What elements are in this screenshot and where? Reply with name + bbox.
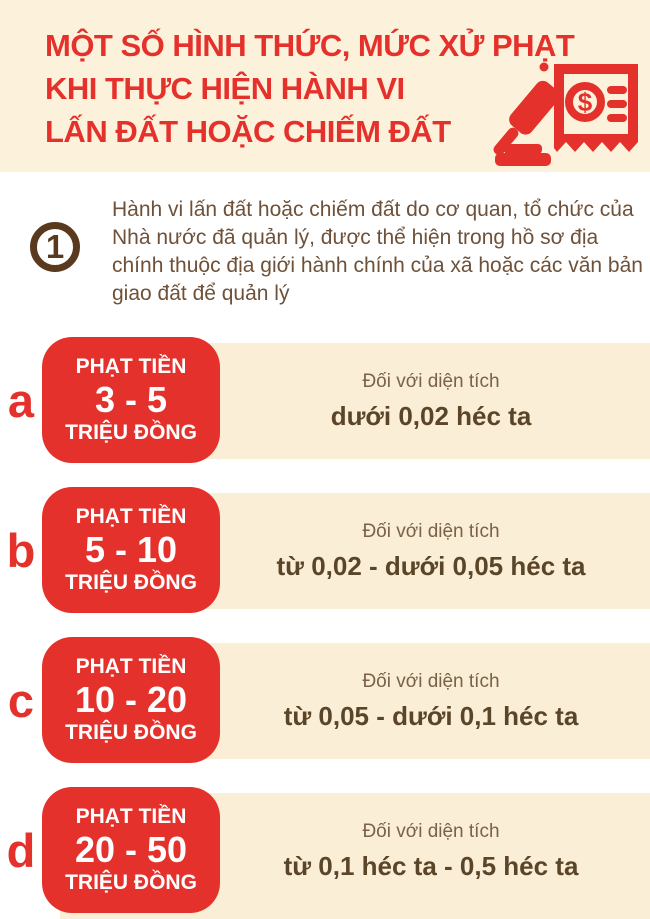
gavel-icon [485, 78, 562, 166]
fine-unit: TRIỆU ĐỒNG [65, 871, 197, 894]
fine-box [42, 487, 220, 613]
dollar-sign: $ [577, 87, 593, 117]
area-block [220, 487, 642, 613]
clause-number-badge [30, 222, 80, 272]
area-block [220, 637, 642, 763]
area-label: Đối với diện tích [362, 520, 500, 542]
area-value: từ 0,05 - dưới 0,1 héc ta [283, 700, 579, 731]
fine-row-c [0, 637, 650, 765]
fine-amount: 5 - 10 [84, 529, 178, 570]
gavel-invoice-icon [478, 62, 644, 168]
fine-box [42, 337, 220, 463]
fine-label: PHẠT TIỀN [75, 655, 187, 678]
row-letter: a [7, 373, 35, 427]
area-label: Đối với diện tích [362, 370, 500, 392]
area-label: Đối với diện tích [362, 670, 500, 692]
fine-unit: TRIỆU ĐỒNG [65, 571, 197, 594]
row-letter: d [6, 823, 36, 877]
fine-label: PHẠT TIỀN [75, 805, 187, 828]
fine-unit: TRIỆU ĐỒNG [65, 421, 197, 444]
fine-amount: 20 - 50 [74, 829, 188, 870]
page-title-line-1: MỘT SỐ HÌNH THỨC, MỨC XỬ PHẠT [45, 28, 575, 63]
fine-label: PHẠT TIỀN [75, 355, 187, 378]
area-value: từ 0,02 - dưới 0,05 héc ta [276, 550, 586, 581]
clause-number-text: 1 [45, 228, 65, 265]
row-letter: b [6, 523, 36, 577]
fine-unit: TRIỆU ĐỒNG [65, 721, 197, 744]
page-title-line-2: KHI THỰC HIỆN HÀNH VI [45, 71, 405, 106]
row-letter: c [7, 673, 35, 727]
area-block [220, 337, 642, 463]
area-block [220, 787, 642, 913]
page-title-line-3: LẤN ĐẤT HOẶC CHIẾM ĐẤT [45, 114, 451, 149]
area-value: từ 0,1 héc ta - 0,5 héc ta [283, 850, 579, 881]
area-value: dưới 0,02 héc ta [330, 400, 532, 431]
header-banner [0, 0, 650, 172]
fine-row-b [0, 487, 650, 615]
fine-row-d [0, 787, 650, 915]
fine-amount: 10 - 20 [74, 679, 188, 720]
fine-row-a [0, 337, 650, 465]
fine-label: PHẠT TIỀN [75, 505, 187, 528]
fine-box [42, 787, 220, 913]
area-label: Đối với diện tích [362, 820, 500, 842]
fine-amount: 3 - 5 [94, 379, 168, 420]
fine-box [42, 637, 220, 763]
clause-description: Hành vi lấn đất hoặc chiếm đất do cơ quan, tổ chức của Nhà nước đã quản lý, được thể hiện trong hồ sơ địa chính thuộc địa giới hành chính của xã hoặc các văn bản giao đất để quản lý [112, 198, 643, 305]
